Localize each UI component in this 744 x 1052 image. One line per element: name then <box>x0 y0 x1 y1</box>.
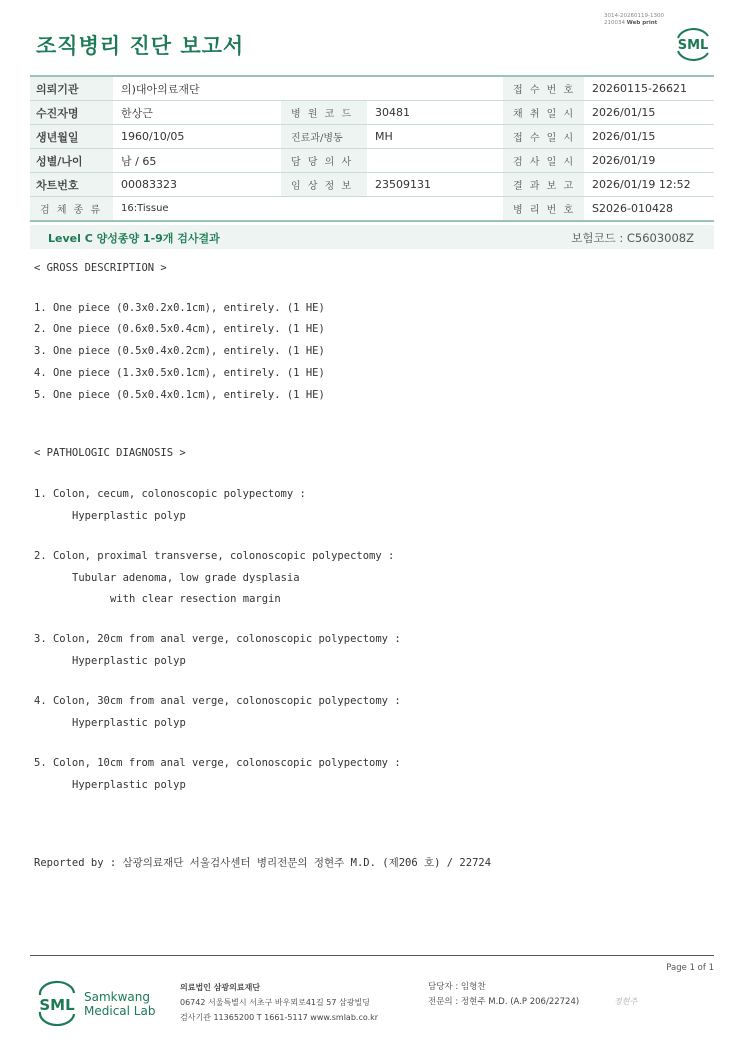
web-print-tag: Web print <box>626 20 658 26</box>
receipt-no-label: 접 수 번 호 <box>503 76 584 101</box>
requesting-org-value: 의)대아의료재단 <box>113 76 503 101</box>
dept-label: 진료과/병동 <box>281 125 367 149</box>
footer-brand <box>84 990 155 1018</box>
brand-line-1: Samkwang <box>84 990 150 1004</box>
insurance-code: 보험코드 : C5603008Z <box>571 231 694 245</box>
gross-item: 2. One piece (0.6x0.5x0.4cm), entirely. (1 HE) <box>34 323 325 335</box>
info-row <box>30 149 714 173</box>
collection-date-value: 2026/01/15 <box>584 101 714 125</box>
sml-footer-logo <box>36 980 78 1026</box>
patient-name-label: 수진자명 <box>30 101 113 125</box>
collection-date-label: 채 취 일 시 <box>503 101 584 125</box>
reported-by: Reported by : 삼광의료재단 서울검사센터 병리전문의 정현주 M.D. (제206 호) / 22724 <box>34 857 492 869</box>
footer-staff-info <box>428 980 579 1010</box>
received-date-value: 2026/01/15 <box>584 125 714 149</box>
exam-date-value: 2026/01/19 <box>584 149 714 173</box>
footer-divider <box>30 955 714 956</box>
diagnosis-heading: < PATHOLOGIC DIAGNOSIS > <box>34 447 186 459</box>
diagnosis-result: Hyperplastic polyp <box>72 779 186 791</box>
print-meta <box>604 13 664 27</box>
pathology-no-value: S2026-010428 <box>584 197 714 222</box>
logo-text: SML <box>677 38 709 53</box>
diagnosis-result: Hyperplastic polyp <box>72 717 186 729</box>
diagnosis-site: 4. Colon, 30cm from anal verge, colonoscopic polypectomy : <box>34 695 401 707</box>
requesting-org-label: 의뢰기관 <box>30 76 113 101</box>
staff-name: 담당자 : 임형찬 <box>428 982 486 992</box>
result-report-label: 결 과 보 고 <box>503 173 584 197</box>
specimen-label: 검 체 종 류 <box>30 197 113 222</box>
diagnosis-site: 2. Colon, proximal transverse, colonoscopic polypectomy : <box>34 550 395 562</box>
chart-no-value: 00083323 <box>113 173 281 197</box>
patient-name-value: 한상근 <box>113 101 281 125</box>
doctor-label: 담 당 의 사 <box>281 149 367 173</box>
clinical-info-label: 임 상 정 보 <box>281 173 367 197</box>
receipt-no-value: 20260115-26621 <box>584 76 714 101</box>
specimen-value: 16:Tissue <box>113 197 503 222</box>
footer-org-info <box>180 980 378 1025</box>
received-date-label: 접 수 일 시 <box>503 125 584 149</box>
diagnosis-site: 5. Colon, 10cm from anal verge, colonoscopic polypectomy : <box>34 757 401 769</box>
dept-value: MH <box>367 125 503 149</box>
patient-info-table <box>30 75 714 222</box>
clinical-info-value: 23509131 <box>367 173 503 197</box>
diagnosis-site: 1. Colon, cecum, colonoscopic polypectomy : <box>34 488 306 500</box>
page-number: Page 1 of 1 <box>666 963 714 973</box>
meta-line-1: 3014-20260119-1300 <box>604 13 664 19</box>
gross-item: 4. One piece (1.3x0.5x0.1cm), entirely. (1 HE) <box>34 367 325 379</box>
info-row <box>30 197 714 222</box>
org-name: 의료법인 삼광의료재단 <box>180 983 261 992</box>
birth-value: 1960/10/05 <box>113 125 281 149</box>
org-contact: 검사기관 11365200 T 1661-5117 www.smlab.co.kr <box>180 1013 379 1022</box>
signature: 정현주 <box>614 997 638 1006</box>
footer-logo-text: SML <box>39 996 75 1014</box>
sex-age-value: 남 / 65 <box>113 149 281 173</box>
info-row <box>30 125 714 149</box>
sml-logo <box>672 24 714 62</box>
meta-id: 210034 <box>604 20 625 26</box>
org-address: 06742 서울특별시 서초구 바우뫼로41길 57 삼광빌딩 <box>180 998 370 1007</box>
hospital-code-label: 병 원 코 드 <box>281 101 367 125</box>
info-row <box>30 173 714 197</box>
gross-item: 5. One piece (0.5x0.4x0.1cm), entirely. (1 HE) <box>34 389 325 401</box>
diagnosis-result: Hyperplastic polyp <box>72 510 186 522</box>
page-title: 조직병리 진단 보고서 <box>36 34 245 58</box>
gross-item: 1. One piece (0.3x0.2x0.1cm), entirely. (1 HE) <box>34 302 325 314</box>
birth-label: 생년월일 <box>30 125 113 149</box>
diagnosis-result: Hyperplastic polyp <box>72 655 186 667</box>
diagnosis-margin: with clear resection margin <box>110 593 281 605</box>
diagnosis-site: 3. Colon, 20cm from anal verge, colonoscopic polypectomy : <box>34 633 401 645</box>
gross-item: 3. One piece (0.5x0.4x0.2cm), entirely. (1 HE) <box>34 345 325 357</box>
brand-line-2: Medical Lab <box>84 1004 156 1018</box>
info-row <box>30 101 714 125</box>
doctor-value <box>367 149 503 173</box>
exam-date-label: 검 사 일 시 <box>503 149 584 173</box>
hospital-code-value: 30481 <box>367 101 503 125</box>
result-title: Level C 양성종양 1-9개 검사결과 <box>48 232 220 245</box>
pathology-no-label: 병 리 번 호 <box>503 197 584 222</box>
info-row <box>30 76 714 101</box>
sex-age-label: 성별/나이 <box>30 149 113 173</box>
gross-heading: < GROSS DESCRIPTION > <box>34 262 167 274</box>
specialist-name: 전문의 : 정현주 M.D. (A.P 206/22724) <box>428 997 580 1007</box>
result-report-value: 2026/01/19 12:52 <box>584 173 714 197</box>
diagnosis-result: Tubular adenoma, low grade dysplasia <box>72 572 300 584</box>
chart-no-label: 차트번호 <box>30 173 113 197</box>
